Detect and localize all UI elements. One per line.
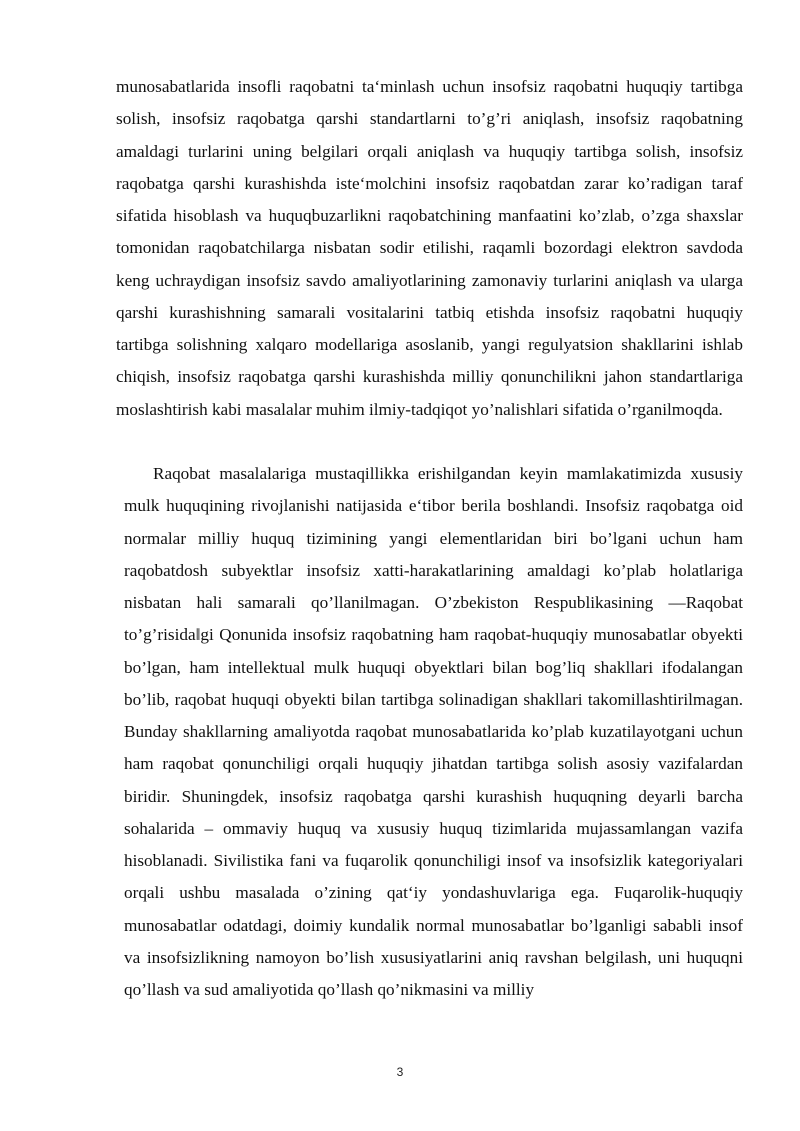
paragraph-continuation: munosabatlarida insofli raqobatni ta‘minlash uchun insofsiz raqobatni huquqiy tartibga solish, insofsiz raqobatga qarshi standartlarni to’g’ri aniqlash, insofsiz raqobatning amaldagi turlarini uning belgilari orqali aniqlash va huquqiy tartibga solish, insofsiz raqobatga qarshi kurashishda iste‘molchini insofsiz raqobatdan zarar ko’radigan taraf sifatida hisoblash va huquqbuzarlikni raqobatchining manfaatini ko’zlab, o’zga shaxslar tomonidan raqobatchilarga nisbatan sodir etilishi, raqamli bozordagi elektron savdoda keng uchraydigan insofsiz savdo amaliyotlarining zamonaviy turlarini aniqlash va ularga qarshi kurashishning samarali vositalarini tatbiq etishda insofsiz raqobatni huquqiy tartibga solishning xalqaro modellariga asoslanib, yangi regulyatsion shakllarini ishlab chiqish, insofsiz raqobatga qarshi kurashishda milliy qonunchilikni jahon standartlariga moslashtirish kabi masalalar muhim ilmiy-tadqiqot yo’nalishlari sifatida o’rganilmoqda. xyxy=(116,77,743,419)
page-number: 3 xyxy=(396,1065,404,1079)
paragraph-raqobat: Raqobat masalalariga mustaqillikka erishilgandan keyin mamlakatimizda xususiy mulk huquqining rivojlanishi natijasida e‘tibor berila boshlandi. Insofsiz raqobatga oid normalar milliy huquq tizimining yangi elementlaridan biri bo’lgani uchun ham raqobatdosh subyektlar insofsiz xatti-harakatlarining amaldagi ko’plab holatlariga nisbatan hali samarali qo’llanilmagan. O’zbekiston Respublikasining ―Raqobat to’g’risida‖gi Qonunida insofsiz raqobatning ham raqobat-huquqiy munosabatlar obyekti bo’lgan, ham intellektual mulk huquqi obyektlari bilan bog’liq shakllari ifodalangan bo’lib, raqobat huquqi obyekti bilan tartibga solinadigan shakllari takomillashtirilmagan. Bunday shakllarning amaliyotda raqobat munosabatlarida ko’plab kuzatilayotgani uchun ham raqobat qonunchiligi orqali huquqiy jihatdan tartibga solish asosiy vazifalardan biridir. Shuningdek, insofsiz raqobatga qarshi kurashish huquqning deyarli barcha sohalarida – ommaviy huquq va xususiy huquq tizimlarida mujassamlangan vazifa hisoblanadi. Sivilistika fani va fuqarolik qonunchiligi insof va insofsizlik kategoriyalari orqali ushbu masalada o’zining qat‘iy yondashuvlariga ega. Fuqarolik-huquqiy munosabatlar odatdagi, doimiy kundalik normal munosabatlar bo’lganligi sababli insof va insofsizlikning namoyon bo’lish xususiyatlarini aniq ravshan belgilash, uni huquqni qo’llash va sud amaliyotida qo’llash qo’nikmasini va milliy xyxy=(124,464,743,999)
